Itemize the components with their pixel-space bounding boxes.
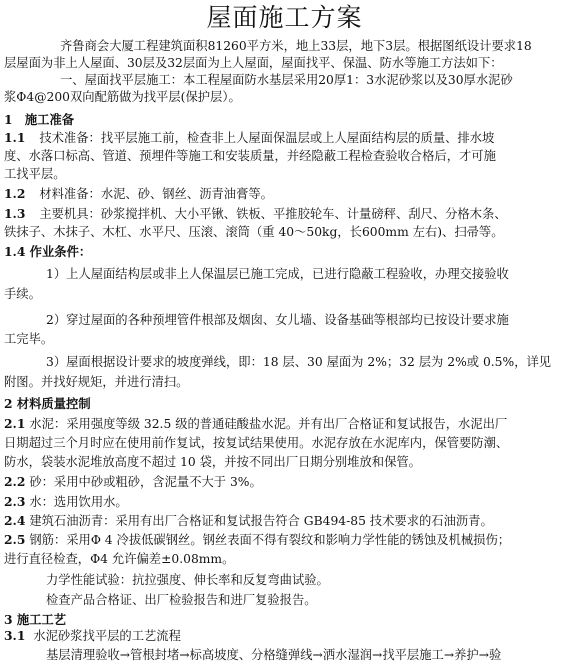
condition-2-line-1: 2）穿过屋面的各种预埋管件根部及烟囱、女儿墙、设备基础等根部均已按设计要求施: [46, 313, 509, 327]
section-text: 水泥砂浆找平层的工艺流程: [33, 629, 181, 643]
section-2-1-line-2: 日期超过三个月时应在使用前作复试，按复试结果使用。水泥存放在水泥库内，保管要防潮、: [4, 436, 509, 450]
intro-line-2: 层屋面为非上人屋面、30层及32层面为上人屋面，屋面找平、保温、防水等施工方法如下：: [4, 56, 503, 70]
condition-3-line-2: 附图。并找好规矩，并进行清扫。: [4, 375, 189, 389]
section-text: 水：选用饮用水。: [29, 495, 128, 509]
section-1-3-line-2: 铁抹子、木抹子、木杠、水平尺、压滚、滚筒（重 40～50kg，长600mm 左右)、扫帚等。: [4, 225, 504, 239]
certificate-check-line: 检查产品合格证、出厂检验报告和进厂复验报告。: [46, 593, 317, 607]
section-1-3-line-1: [4, 206, 507, 222]
section-text: 钢筋：采用Φ 4 冷拔低碳钢丝。钢丝表面不得有裂纹和影响力学性能的锈蚀及机械损伤；: [29, 533, 511, 547]
section-number: 2.1: [4, 416, 26, 431]
section-number: 2.5: [4, 532, 26, 547]
intro-line-4: 浆Φ4@200双向配筋做为找平层(保护层）。: [4, 90, 241, 104]
section-3-heading: 3 施工工艺: [4, 612, 67, 627]
intro-line-1: 齐鲁商会大厦工程建筑面积81260平方米，地上33层，地下3层。根据图纸设计要求18: [60, 39, 532, 53]
section-2-4: [4, 513, 493, 529]
section-1-2: [4, 186, 273, 202]
section-1-1-line-1: [4, 130, 494, 146]
section-text: 建筑石油沥青：采用有出厂合格证和复试报告符合 GB494-85 技术要求的石油沥青。: [29, 514, 493, 528]
section-2-5-line-2: 进行直径检查，Φ4 允许偏差±0.08mm。: [4, 552, 235, 566]
section-number: 2.4: [4, 513, 26, 528]
section-text: 材料准备：水泥、砂、钢丝、沥青油膏等。: [39, 187, 273, 201]
section-1-1-line-3: 工找平层。: [4, 167, 66, 181]
page-title: 屋面施工方案: [206, 3, 363, 32]
section-1-1-line-2: 度、水落口标高、管道、预埋件等施工和安装质量，并经隐蔽工程检查验收合格后，才可施: [4, 149, 496, 163]
condition-3-line-1: 3）屋面根据设计要求的坡度弹线，即：18 层、30 屋面为 2%；32 层为 2%或 0.5%，详见: [46, 355, 552, 369]
condition-2-line-2: 工完毕。: [4, 332, 54, 346]
section-number: 1.2: [4, 186, 26, 201]
section-2-3: [4, 494, 128, 510]
section-2-2: [4, 474, 262, 490]
intro-line-3: 一、屋面找平层施工：本工程屋面防水基层采用20厚1：3水泥砂浆以及30厚水泥砂: [60, 73, 513, 87]
section-2-1-line-1: [4, 416, 507, 432]
section-number: 1.1: [4, 130, 26, 145]
section-1-4-heading: 1.4 作业条件：: [4, 244, 92, 259]
section-2-heading: 2 材料质量控制: [4, 396, 91, 411]
section-text: 技术准备：找平层施工前，检查非上人屋面保温层或上人屋面结构层的质量、排水坡: [39, 131, 495, 145]
section-number: 2.3: [4, 494, 26, 509]
section-text: 砂：采用中砂或粗砂，含泥量不大于 3%。: [29, 475, 262, 489]
condition-1-line-1: 1）上人屋面结构层或非上人保温层已施工完成，已进行隐蔽工程验收，办理交接验收: [46, 267, 509, 281]
section-1-heading: 1 施工准备: [4, 112, 75, 127]
section-text: 水泥：采用强度等级 32.5 级的普通硅酸盐水泥。并有出厂合格证和复试报告，水泥出厂: [29, 417, 508, 431]
section-number: 3.1: [4, 628, 26, 643]
section-2-5-line-1: [4, 532, 510, 548]
section-number: 1.3: [4, 206, 26, 221]
section-3-1: [4, 628, 181, 644]
mechanical-test-line: 力学性能试验：抗拉强度、伸长率和反复弯曲试验。: [46, 573, 329, 587]
section-2-1-line-3: 防水，袋装水泥堆放高度不超过 10 袋，并按不同出厂日期分别堆放和保管。: [4, 455, 421, 469]
section-number: 2.2: [4, 474, 26, 489]
process-flow-line: 基层清理验收→管根封堵→标高坡度、分格缝弹线→洒水湿润→找平层施工→养护→验: [46, 648, 502, 662]
section-text: 主要机具：砂浆搅拌机、大小平锹、铁板、平推胶轮车、计量磅秤、刮尺、分格木条、: [39, 207, 507, 221]
condition-1-line-2: 手续。: [4, 287, 41, 301]
